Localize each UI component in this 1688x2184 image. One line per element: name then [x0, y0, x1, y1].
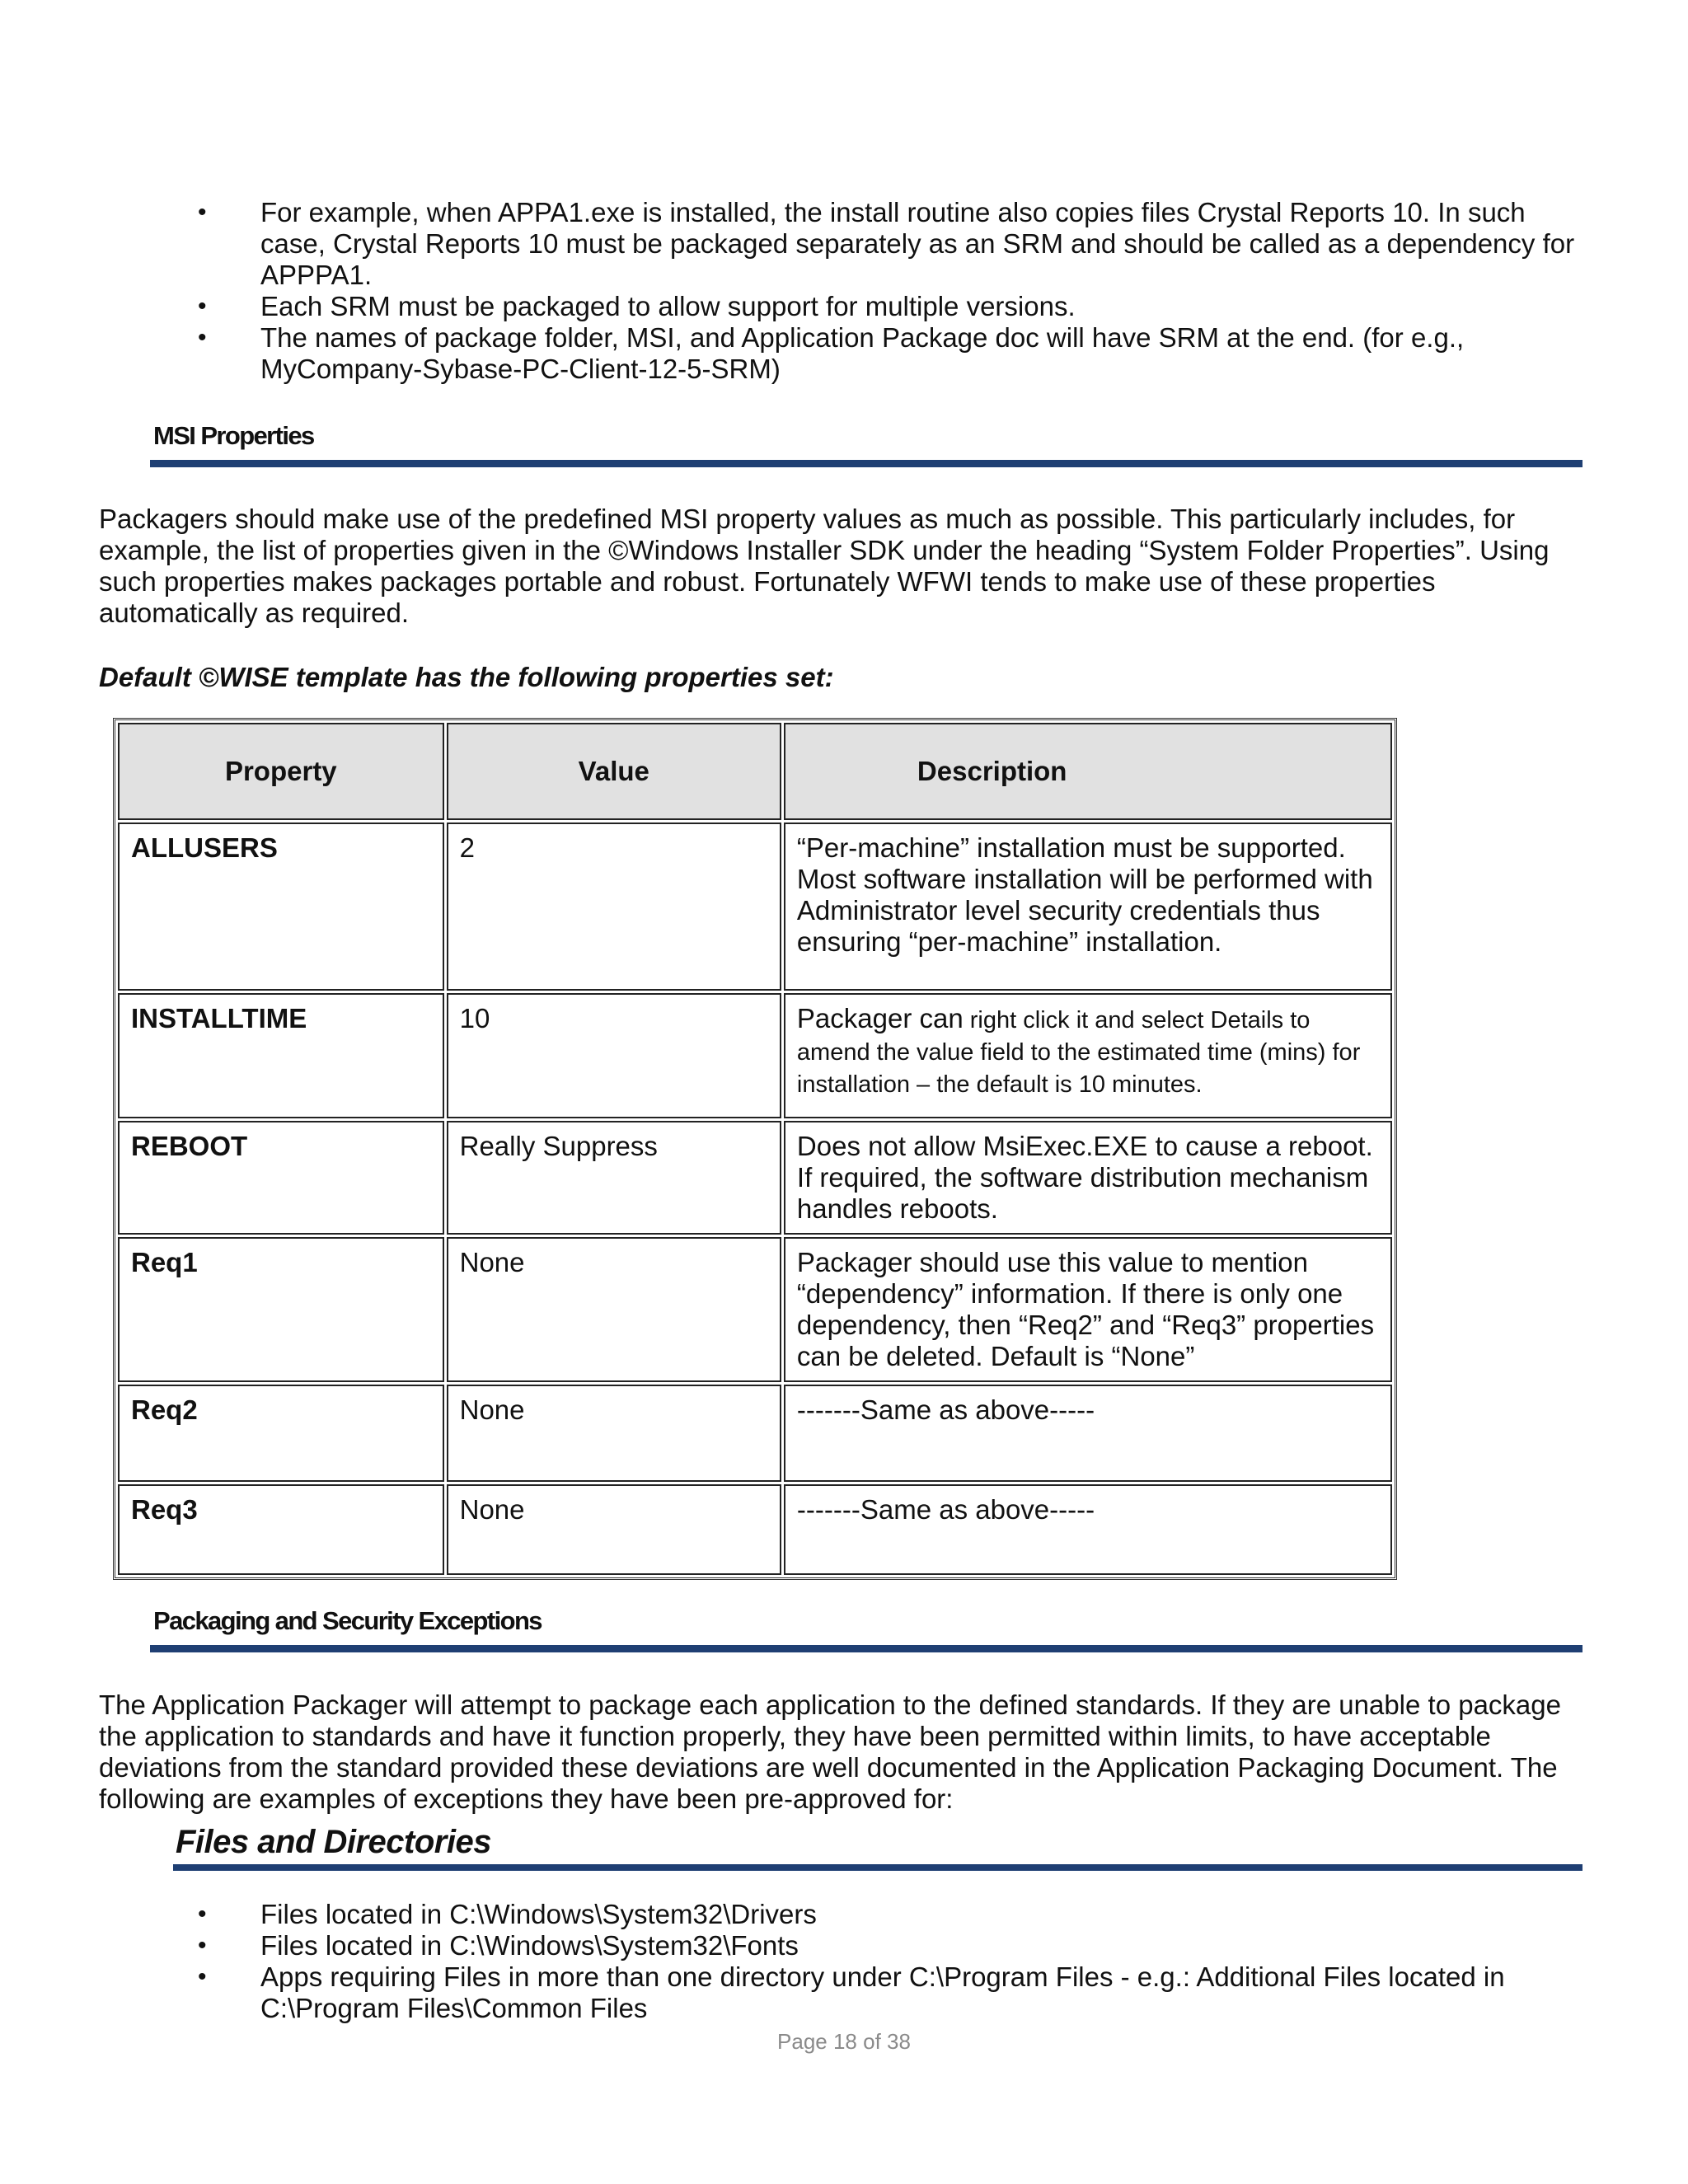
msi-properties-paragraph: Packagers should make use of the predefined MSI property values as much as possible. This particularly includes, for example, the list of properties given in the ©Windows Installer SDK under the heading “System Folder Properties”. Using such properties makes packages portable and robust. Fortunately WFWI tends to make use of these properties automatically as required.: [99, 504, 1550, 628]
property-cell: Req3: [118, 1484, 444, 1575]
description-cell: “Per-machine” installation must be supported. Most software installation will be performed with Administrator level security credentials thus ensuring “per-machine” installation.: [784, 823, 1392, 991]
section-rule: [150, 460, 1582, 467]
list-item: • The names of package folder, MSI, and Application Package doc will have SRM at the end. (for e.g., MyCompany-Sybase-PC-Client-12-5-SRM): [198, 322, 1582, 385]
table-intro: Default ©WISE template has the following properties set:: [99, 662, 834, 692]
value-cell: None: [447, 1484, 781, 1575]
table-row: [118, 1121, 1392, 1235]
list-item: • Files located in C:\Windows\System32\Drivers: [198, 1899, 1582, 1930]
table-row: [118, 1237, 1392, 1382]
property-cell: Req1: [118, 1237, 444, 1382]
description-cell: Does not allow MsiExec.EXE to cause a reboot. If required, the software distribution mechanism handles reboots.: [784, 1121, 1392, 1235]
section-rule: [150, 1645, 1582, 1652]
list-item: • Each SRM must be packaged to allow support for multiple versions.: [198, 291, 1582, 322]
value-cell: Really Suppress: [447, 1121, 781, 1235]
exceptions-heading: Packaging and Security Exceptions: [153, 1606, 542, 1635]
value-cell: 10: [447, 993, 781, 1118]
table-row: [118, 1385, 1392, 1482]
header-value: Value: [447, 723, 781, 820]
list-item: • Apps requiring Files in more than one directory under C:\Program Files - e.g.: Additional Files located in C:\Program Files\Common Files: [198, 1961, 1582, 2024]
header-description: Description: [784, 723, 1392, 820]
description-lead: Packager can: [796, 1003, 964, 1033]
exceptions-paragraph: The Application Packager will attempt to package each application to the defined standards. If they are unable to package the application to standards and have it function properly, they have been permitted within limits, to have acceptable deviations from the standard provided these deviations are well documented in the Application Packaging Document. The following are examples of exceptions they have been pre-approved for:: [99, 1690, 1561, 1814]
page-number: Page 18 of 38: [777, 2029, 911, 2054]
property-cell: REBOOT: [118, 1121, 444, 1235]
table-row: [118, 1484, 1392, 1575]
description-cell: -------Same as above-----: [784, 1385, 1392, 1482]
description-cell: Packager should use this value to mention “dependency” information. If there is only one dependency, then “Req2” and “Req3” properties can be deleted. Default is “None”: [784, 1237, 1392, 1382]
description-cell: -------Same as above-----: [784, 1484, 1392, 1575]
msi-properties-heading: MSI Properties: [153, 421, 314, 450]
top-bullet-list: [198, 197, 1582, 385]
table-row: [118, 993, 1392, 1118]
value-cell: None: [447, 1385, 781, 1482]
section-rule: [173, 1864, 1582, 1871]
description-cell: [784, 993, 1392, 1118]
property-cell: INSTALLTIME: [118, 993, 444, 1118]
files-directories-heading: Files and Directories: [176, 1824, 491, 1860]
table-row: [118, 823, 1392, 991]
list-item: • Files located in C:\Windows\System32\Fonts: [198, 1930, 1582, 1961]
table-header-row: [118, 723, 1392, 820]
value-cell: None: [447, 1237, 781, 1382]
list-item: • For example, when APPA1.exe is installed, the install routine also copies files Crystal Reports 10. In such case, Crystal Reports 10 must be packaged separately as an SRM and should be called as a dependency for APPPA1.: [198, 197, 1582, 291]
description-detail: right click it and select Details to amend the value field to the estimated time (mins) for installation – the default is 10 minutes.: [796, 1007, 1361, 1098]
value-cell: 2: [447, 823, 781, 991]
property-cell: ALLUSERS: [118, 823, 444, 991]
property-cell: Req2: [118, 1385, 444, 1482]
files-bullet-list: [198, 1899, 1582, 2024]
header-property: Property: [118, 723, 444, 820]
properties-table: [113, 718, 1397, 1580]
